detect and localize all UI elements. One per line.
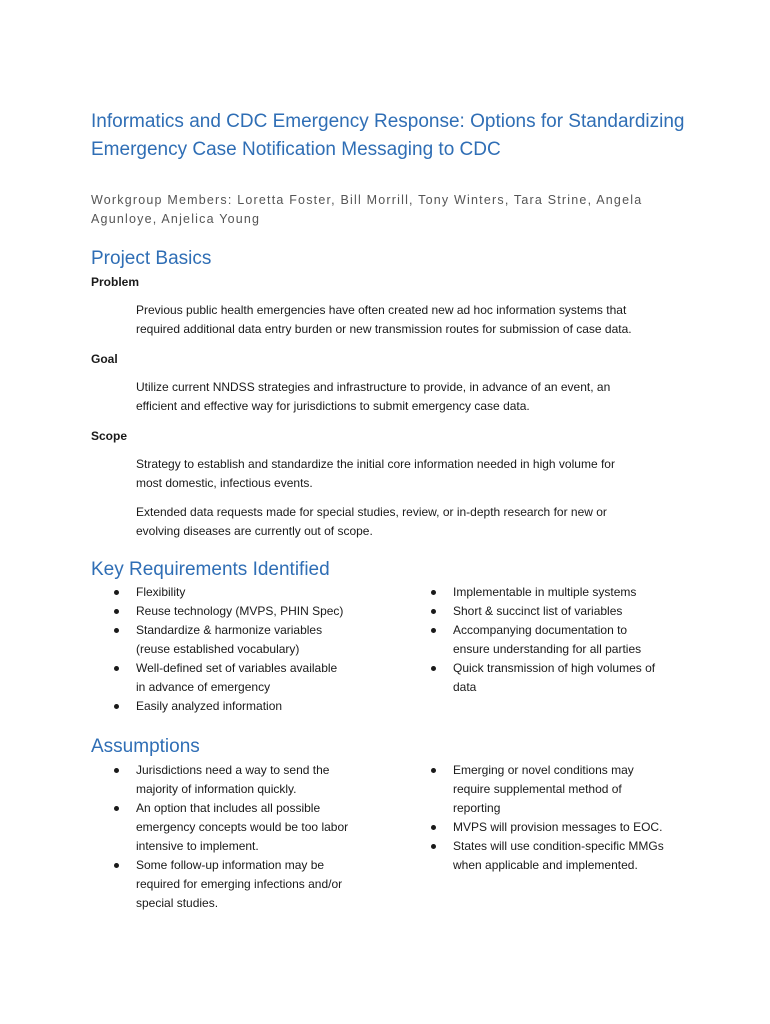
bullet-text: Reuse technology (MVPS, PHIN Spec) bbox=[136, 604, 344, 618]
key-requirements-left-list bbox=[91, 583, 391, 716]
scope-paragraph bbox=[136, 455, 696, 493]
paragraph-line: required additional data entry burden or new transmission routes for submission of case data. bbox=[136, 322, 632, 336]
bullet-text: Standardize & harmonize variables bbox=[136, 623, 323, 637]
bullet-item bbox=[91, 856, 391, 913]
subheading-problem: Problem bbox=[91, 275, 140, 289]
paragraph-line: Previous public health emergencies have often created new ad hoc information systems that bbox=[136, 303, 627, 317]
bullet-text: Quick transmission of high volumes of bbox=[453, 661, 656, 675]
paragraph-line: Strategy to establish and standardize the initial core information needed in high volume for bbox=[136, 457, 615, 471]
bullet-item bbox=[408, 602, 708, 621]
bullet-item bbox=[408, 621, 708, 659]
workgroup-members-line: Workgroup Members: Loretta Foster, Bill Morrill, Tony Winters, Tara Strine, Angela bbox=[91, 193, 643, 207]
bullet-text: States will use condition-specific MMGs bbox=[453, 839, 664, 853]
bullet-text: MVPS will provision messages to EOC. bbox=[453, 820, 663, 834]
goal-paragraph bbox=[136, 378, 696, 416]
bullet-icon bbox=[114, 806, 119, 811]
bullet-item bbox=[91, 583, 391, 602]
bullet-text: Well-defined set of variables available bbox=[136, 661, 338, 675]
bullet-icon bbox=[114, 666, 119, 671]
bullet-icon bbox=[431, 628, 436, 633]
bullet-text: Emerging or novel conditions may bbox=[453, 763, 634, 777]
bullet-item bbox=[408, 659, 708, 697]
bullet-icon bbox=[431, 666, 436, 671]
bullet-text: Implementable in multiple systems bbox=[453, 585, 637, 599]
bullet-icon bbox=[114, 609, 119, 614]
bullet-item bbox=[408, 583, 708, 602]
bullet-icon bbox=[431, 844, 436, 849]
bullet-item bbox=[408, 818, 708, 837]
bullet-item bbox=[91, 697, 391, 716]
bullet-text: Jurisdictions need a way to send the bbox=[136, 763, 330, 777]
paragraph-line: Extended data requests made for special studies, review, or in-depth research for new or bbox=[136, 505, 607, 519]
assumptions-right-list bbox=[408, 761, 708, 875]
bullet-icon bbox=[114, 768, 119, 773]
bullet-text: ensure understanding for all parties bbox=[453, 642, 642, 656]
bullet-text: require supplemental method of bbox=[453, 782, 622, 796]
paragraph-line: most domestic, infectious events. bbox=[136, 476, 313, 490]
bullet-icon bbox=[114, 863, 119, 868]
subheading-goal: Goal bbox=[91, 352, 118, 366]
bullet-text: intensive to implement. bbox=[136, 839, 259, 853]
bullet-text: An option that includes all possible bbox=[136, 801, 321, 815]
document-title bbox=[91, 108, 691, 164]
bullet-text: special studies. bbox=[136, 896, 219, 910]
paragraph-line: evolving diseases are currently out of scope. bbox=[136, 524, 373, 538]
paragraph-line: efficient and effective way for jurisdictions to submit emergency case data. bbox=[136, 399, 530, 413]
paragraph-line: Utilize current NNDSS strategies and infrastructure to provide, in advance of an event, an bbox=[136, 380, 611, 394]
bullet-text: when applicable and implemented. bbox=[453, 858, 638, 872]
bullet-text: Some follow-up information may be bbox=[136, 858, 325, 872]
bullet-icon bbox=[114, 704, 119, 709]
workgroup-members-line: Agunloye, Anjelica Young bbox=[91, 212, 261, 226]
bullet-icon bbox=[431, 768, 436, 773]
bullet-icon bbox=[114, 628, 119, 633]
bullet-text: majority of information quickly. bbox=[136, 782, 297, 796]
bullet-text: data bbox=[453, 680, 477, 694]
bullet-item bbox=[408, 837, 708, 875]
workgroup-members bbox=[91, 191, 691, 229]
bullet-item bbox=[91, 621, 391, 659]
bullet-text: Accompanying documentation to bbox=[453, 623, 628, 637]
section-heading-assumptions: Assumptions bbox=[91, 736, 200, 757]
key-requirements-right-list bbox=[408, 583, 708, 697]
problem-paragraph bbox=[136, 301, 696, 339]
document-title-line: Emergency Case Notification Messaging to CDC bbox=[91, 139, 501, 160]
subheading-scope: Scope bbox=[91, 429, 128, 443]
bullet-text: in advance of emergency bbox=[136, 680, 271, 694]
scope-out-of-scope-paragraph bbox=[136, 503, 696, 541]
bullet-text: reporting bbox=[453, 801, 501, 815]
bullet-text: Flexibility bbox=[136, 585, 186, 599]
bullet-item bbox=[91, 761, 391, 799]
assumptions-left-list bbox=[91, 761, 391, 913]
bullet-item bbox=[91, 602, 391, 621]
section-heading-project-basics: Project Basics bbox=[91, 248, 212, 269]
bullet-icon bbox=[114, 590, 119, 595]
document-title-line: Informatics and CDC Emergency Response: Options for Standardizing bbox=[91, 111, 685, 132]
bullet-text: emergency concepts would be too labor bbox=[136, 820, 349, 834]
bullet-item bbox=[408, 761, 708, 818]
bullet-icon bbox=[431, 825, 436, 830]
bullet-text: Short & succinct list of variables bbox=[453, 604, 623, 618]
bullet-icon bbox=[431, 590, 436, 595]
bullet-text: (reuse established vocabulary) bbox=[136, 642, 300, 656]
section-heading-key-requirements: Key Requirements Identified bbox=[91, 559, 330, 580]
bullet-text: Easily analyzed information bbox=[136, 699, 283, 713]
bullet-icon bbox=[431, 609, 436, 614]
bullet-item bbox=[91, 659, 391, 697]
bullet-item bbox=[91, 799, 391, 856]
bullet-text: required for emerging infections and/or bbox=[136, 877, 343, 891]
